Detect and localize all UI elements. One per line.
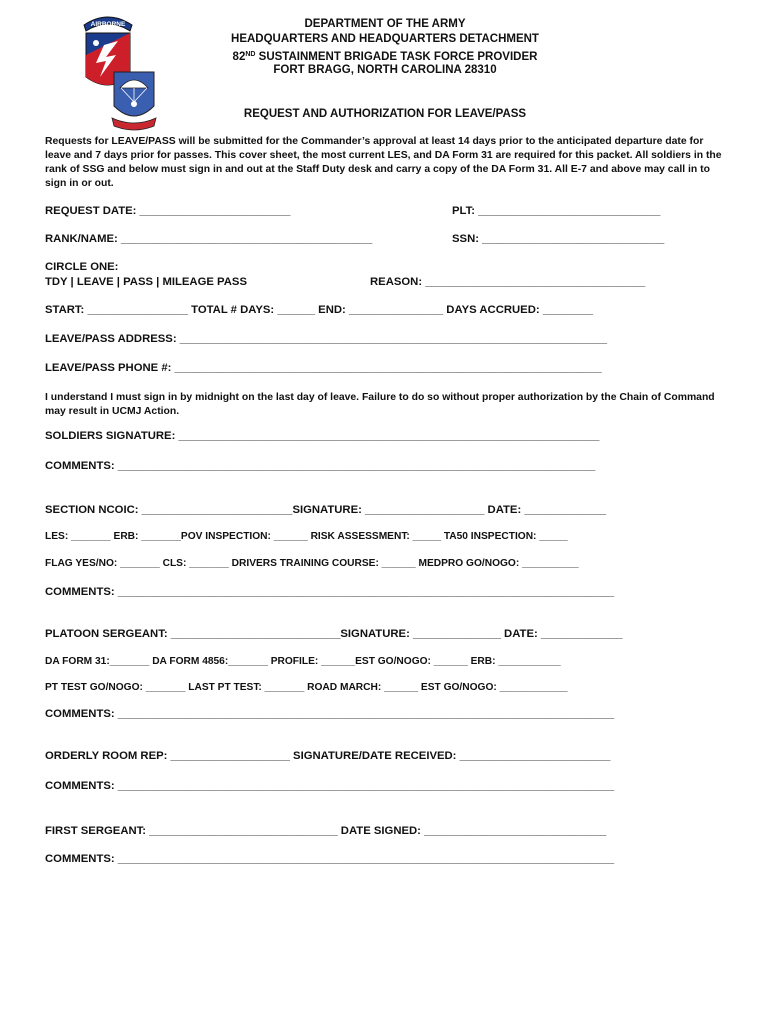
- circle-one-label: CIRCLE ONE:: [45, 261, 119, 273]
- platoon-sergeant-line[interactable]: PLATOON SERGEANT: ___________________________SIGNATURE: ______________ DATE: _____________: [45, 628, 623, 640]
- orderly-room-comments-field[interactable]: COMMENTS: _______________________________________________________________________________: [45, 780, 615, 792]
- brigade-crest-icon: [110, 66, 158, 132]
- location-heading: FORT BRAGG, NORTH CAROLINA 28310: [273, 64, 497, 76]
- ncoic-checklist-row-2[interactable]: FLAG YES/NO: _______ CLS: _______ DRIVERS TRAINING COURSE: ______ MEDPRO GO/NOGO: __________: [45, 558, 579, 569]
- soldier-comments-field[interactable]: COMMENTS: ____________________________________________________________________________: [45, 460, 596, 472]
- first-sergeant-comments-field[interactable]: COMMENTS: _______________________________________________________________________________: [45, 853, 615, 865]
- psg-checklist-row-1[interactable]: DA FORM 31:_______ DA FORM 4856:_______ PROFILE: ______EST GO/NOGO: ______ ERB: ___________: [45, 656, 561, 667]
- acknowledgement-text: I understand I must sign in by midnight on the last day of leave. Failure to do so without proper authorization by the Chain of Command may result in UCMJ Action.: [45, 392, 715, 417]
- leave-type-options[interactable]: TDY | LEAVE | PASS | MILEAGE PASS: [45, 276, 247, 288]
- svg-text:AIRBORNE: AIRBORNE: [90, 21, 126, 28]
- section-ncoic-line[interactable]: SECTION NCOIC: ________________________SIGNATURE: ___________________ DATE: _____________: [45, 504, 607, 516]
- instructions-paragraph: Requests for LEAVE/PASS will be submitted for the Commander’s approval at least 14 days prior to the anticipated departure date for leave and 7 days prior for passes. This cover sheet, the most current LES, and DA Form 31 are required for this packet. All soldiers in the rank of SSG and below must sign in and out at the Staff Duty desk and carry a copy of the DA Form 31. All E-7 and above may call in to sign in or out.: [45, 136, 722, 189]
- reason-field[interactable]: REASON: ___________________________________: [370, 276, 646, 288]
- plt-field[interactable]: PLT: _____________________________: [452, 205, 661, 217]
- leave-phone-field[interactable]: LEAVE/PASS PHONE #: ____________________________________________________________________: [45, 362, 602, 374]
- brigade-heading: 82ND SUSTAINMENT BRIGADE TASK FORCE PROVIDER: [232, 51, 538, 63]
- psg-checklist-row-2[interactable]: PT TEST GO/NOGO: _______ LAST PT TEST: _______ ROAD MARCH: ______ EST GO/NOGO: ____________: [45, 682, 568, 693]
- ncoic-comments-field[interactable]: COMMENTS: _______________________________________________________________________________: [45, 586, 615, 598]
- leave-address-field[interactable]: LEAVE/PASS ADDRESS: ____________________________________________________________________: [45, 333, 607, 345]
- psg-comments-field[interactable]: COMMENTS: _______________________________________________________________________________: [45, 708, 615, 720]
- ssn-field[interactable]: SSN: _____________________________: [452, 233, 665, 245]
- headquarters-heading: HEADQUARTERS AND HEADQUARTERS DETACHMENT: [231, 33, 539, 45]
- form-title: REQUEST AND AUTHORIZATION FOR LEAVE/PASS: [243, 108, 527, 120]
- department-heading: DEPARTMENT OF THE ARMY: [304, 18, 466, 30]
- first-sergeant-line[interactable]: FIRST SERGEANT: ______________________________ DATE SIGNED: _____________________________: [45, 825, 607, 837]
- soldier-signature-field[interactable]: SOLDIERS SIGNATURE: ___________________________________________________________________: [45, 430, 600, 442]
- dates-fields-row[interactable]: START: ________________ TOTAL # DAYS: ______ END: _______________ DAYS ACCRUED: ________: [45, 304, 594, 316]
- rank-name-field[interactable]: RANK/NAME: ________________________________________: [45, 233, 373, 245]
- ncoic-checklist-row-1[interactable]: LES: _______ ERB: _______POV INSPECTION: ______ RISK ASSESSMENT: _____ TA50 INSPECTION: _____: [45, 531, 568, 542]
- orderly-room-line[interactable]: ORDERLY ROOM REP: ___________________ SIGNATURE/DATE RECEIVED: ________________________: [45, 750, 611, 762]
- request-date-field[interactable]: REQUEST DATE: ________________________: [45, 205, 291, 217]
